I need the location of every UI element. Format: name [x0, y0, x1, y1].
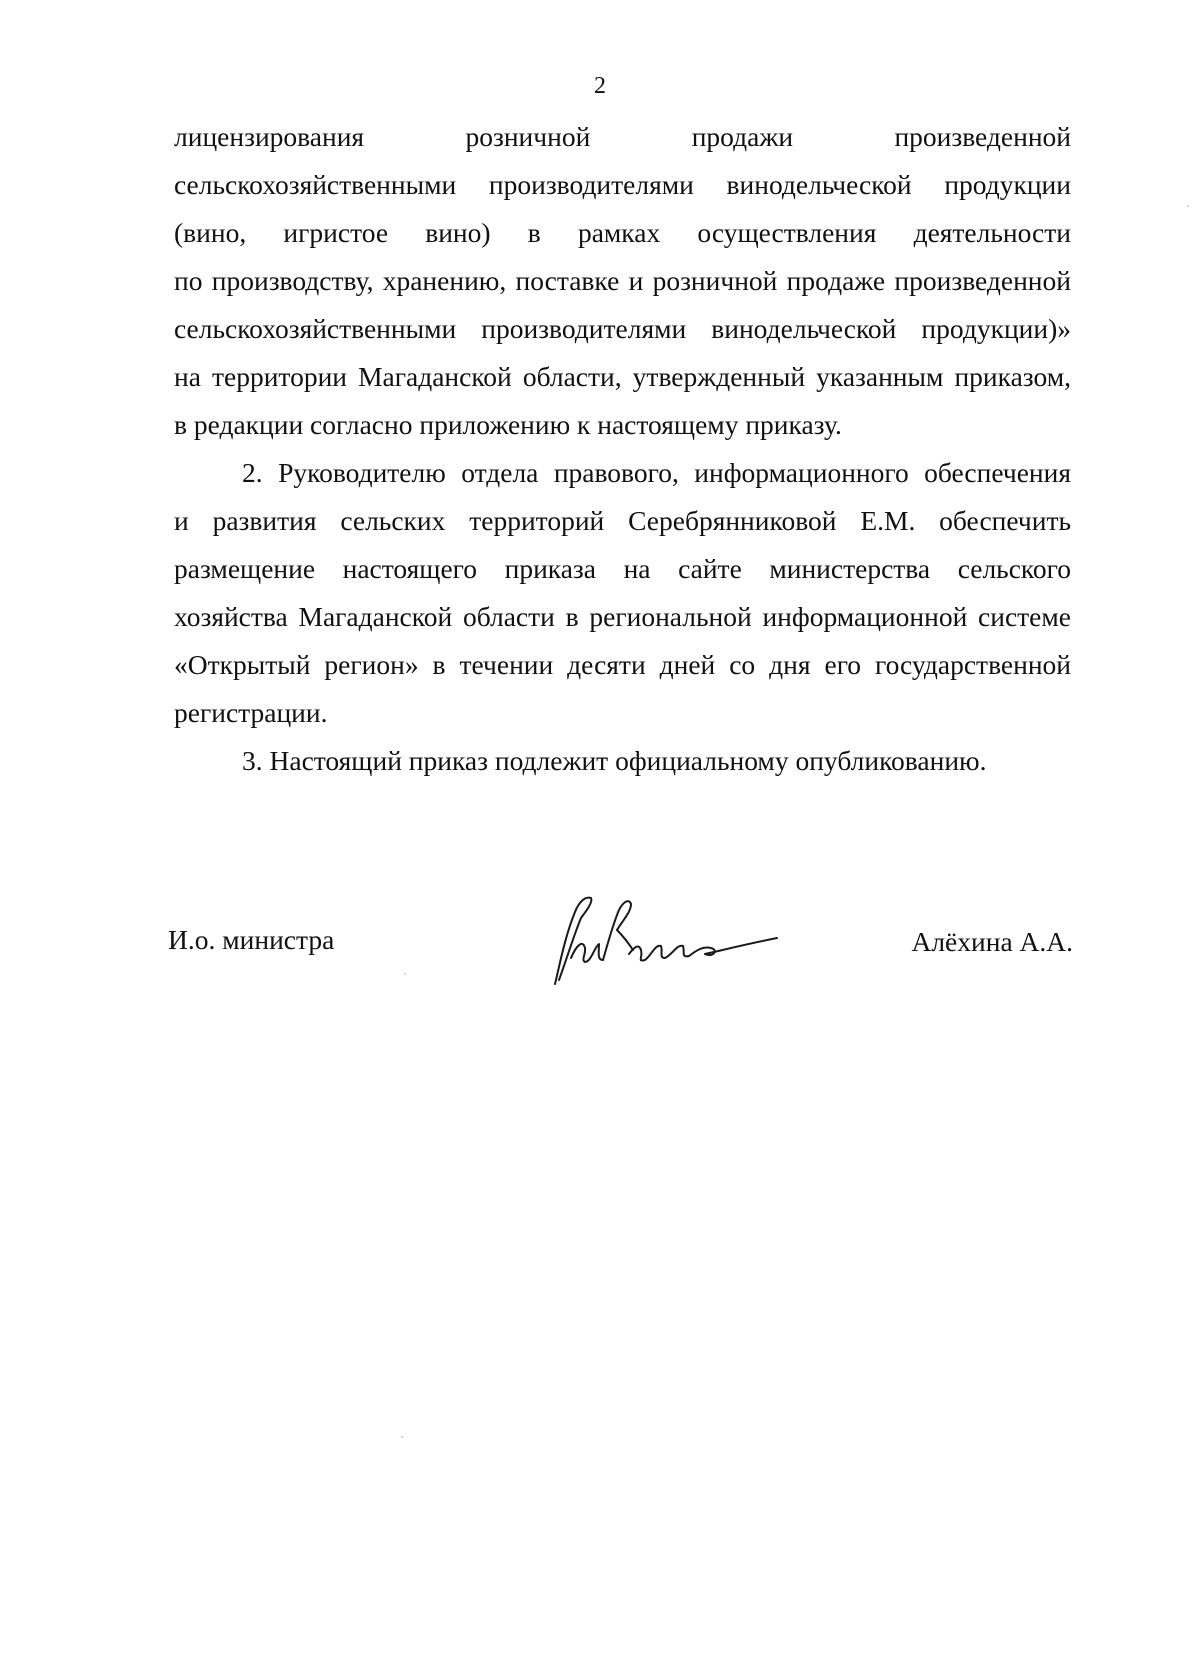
paragraph-1-line: в редакции согласно приложению к настоящему приказу.	[174, 409, 842, 440]
page-number: 2	[594, 73, 606, 99]
handwritten-signature	[533, 888, 793, 998]
paragraph-1-line: по производству, хранению, поставке и розничной продаже произведенной	[174, 265, 1071, 296]
paragraph-1-line: (вино, игристое вино) в рамках осуществления деятельности	[174, 217, 1071, 248]
scan-speck	[401, 1436, 403, 1438]
paragraph-1-line: на территории Магаданской области, утвержденный указанным приказом,	[174, 361, 1071, 392]
paragraph-1-line: сельскохозяйственными производителями винодельческой продукции	[174, 169, 1071, 200]
scan-speck	[1187, 205, 1189, 207]
document-body	[174, 113, 1071, 785]
paragraph-2-line: и развития сельских территорий Серебрянниковой Е.М. обеспечить	[174, 505, 1071, 536]
paragraph-1-line: лицензирования розничной продажи произведенной	[174, 121, 1071, 152]
signature-block	[168, 888, 1073, 998]
scan-speck	[404, 973, 406, 975]
paragraph-2-line: регистрации.	[174, 697, 328, 728]
paragraph-2-line: размещение настоящего приказа на сайте министерства сельского	[174, 553, 1071, 584]
paragraph-2-line: «Открытый регион» в течении десяти дней со дня его государственной	[174, 649, 1071, 680]
signatory-name: Алёхина А.А.	[911, 926, 1073, 957]
signatory-title: И.о. министра	[168, 924, 335, 955]
paragraph-2-line: 2. Руководителю отдела правового, информационного обеспечения	[242, 457, 1071, 488]
paragraph-1-line: сельскохозяйственными производителями винодельческой продукции)»	[174, 313, 1071, 344]
paragraph-2-line: хозяйства Магаданской области в региональной информационной системе	[174, 601, 1071, 632]
paragraph-3-line: 3. Настоящий приказ подлежит официальному опубликованию.	[242, 745, 987, 776]
